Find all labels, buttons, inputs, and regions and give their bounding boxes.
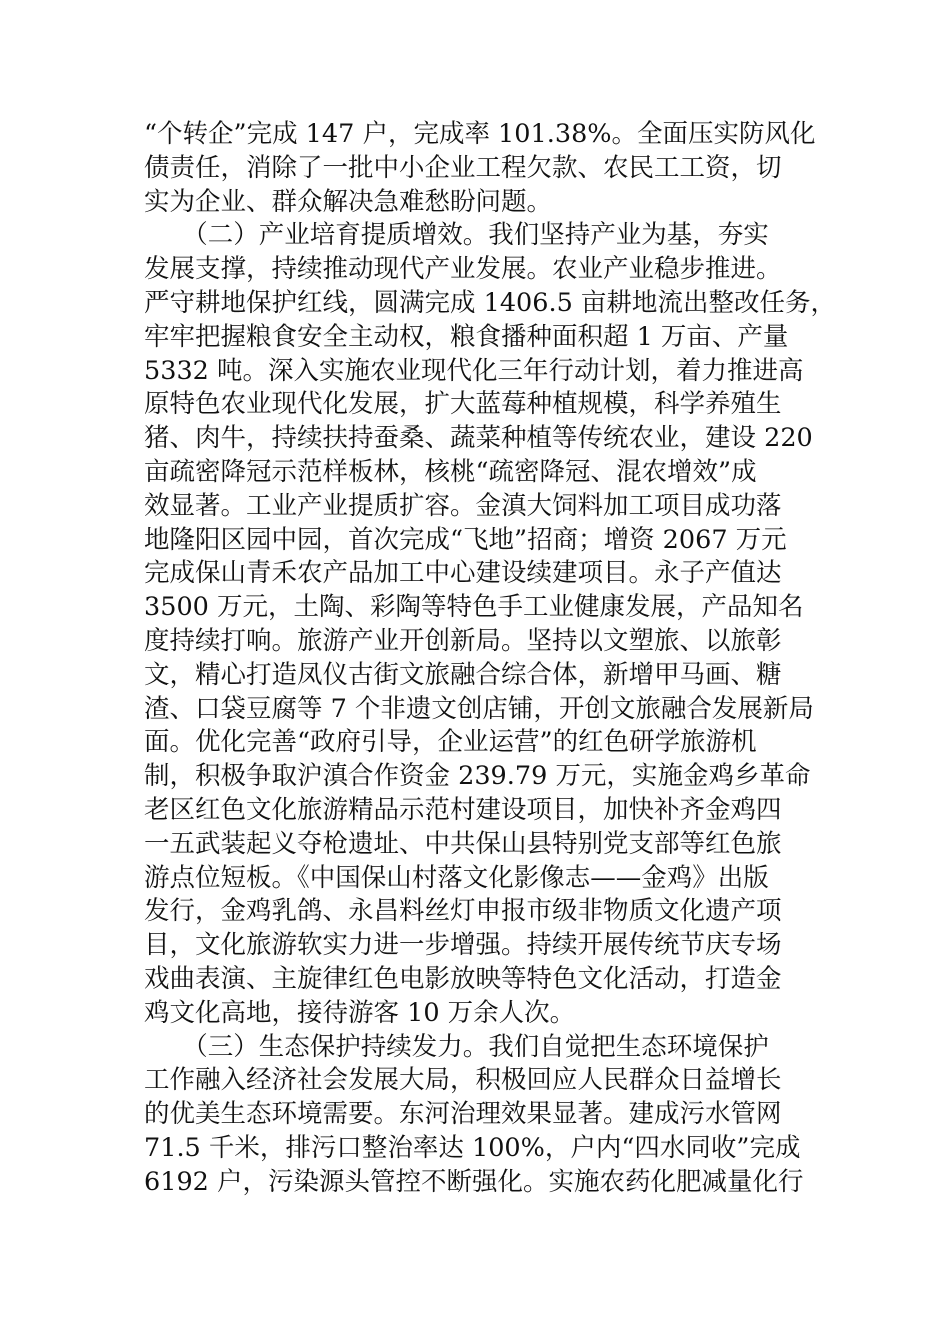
text-line: 度持续打响。旅游产业开创新局。坚持以文塑旅、以旅彰 xyxy=(144,625,782,656)
text-line: （二）产业培育提质增效。我们坚持产业为基，夯实 xyxy=(144,220,769,251)
text-line: 渣、口袋豆腐等 7 个非遗文创店铺，开创文旅融合发展新局 xyxy=(144,693,814,724)
text-line: 鸡文化高地，接待游客 10 万余人次。 xyxy=(144,997,576,1028)
text-line: 3500 万元，土陶、彩陶等特色手工业健康发展，产品知名 xyxy=(144,592,804,623)
text-line: 5332 吨。深入实施农业现代化三年行动计划，着力推进高 xyxy=(144,355,804,386)
text-line: 猪、肉牛，持续扶持蚕桑、蔬菜种植等传统农业，建设 220 xyxy=(144,423,813,454)
text-line: 债责任，消除了一批中小企业工程欠款、农民工工资，切 xyxy=(144,152,782,183)
text-line: 完成保山青禾农产品加工中心建设续建项目。永子产值达 xyxy=(144,558,782,589)
text-line: “个转企”完成 147 户，完成率 101.38%。全面压实防风化 xyxy=(144,119,816,149)
text-line: 游点位短板。《中国保山村落文化影像志——金鸡》出版 xyxy=(144,862,769,893)
text-line: 目，文化旅游软实力进一步增强。持续开展传统节庆专场 xyxy=(144,930,782,961)
text-line: 发展支撑，持续推动现代产业发展。农业产业稳步推进。 xyxy=(144,254,782,285)
text-line: 戏曲表演、主旋律红色电影放映等特色文化活动，打造金 xyxy=(144,963,782,994)
text-line: 71.5 千米，排污口整治率达 100%，户内“四水同收”完成 xyxy=(144,1132,801,1163)
document-body xyxy=(144,118,844,1200)
text-line: 6192 户，污染源头管控不断强化。实施农药化肥减量化行 xyxy=(144,1166,804,1197)
text-line: 工作融入经济社会发展大局，积极回应人民群众日益增长 xyxy=(144,1065,782,1096)
text-line: 的优美生态环境需要。东河治理效果显著。建成污水管网 xyxy=(144,1099,782,1130)
text-line: 地隆阳区园中园，首次完成“飞地”招商；增资 2067 万元 xyxy=(144,524,787,555)
text-line: 实为企业、群众解决急难愁盼问题。 xyxy=(144,186,553,217)
text-line: 牢牢把握粮食安全主动权，粮食播种面积超 1 万亩、产量 xyxy=(144,321,789,352)
text-line: 发行，金鸡乳鸽、永昌料丝灯申报市级非物质文化遗产项 xyxy=(144,896,782,927)
text-line: 严守耕地保护红线，圆满完成 1406.5 亩耕地流出整改任务， xyxy=(144,287,836,318)
text-line: 制，积极争取沪滇合作资金 239.79 万元，实施金鸡乡革命 xyxy=(144,761,811,792)
text-line: 文，精心打造凤仪古街文旅融合综合体，新增甲马画、糖 xyxy=(144,659,782,690)
text-line: （三）生态保护持续发力。我们自觉把生态环境保护 xyxy=(144,1031,769,1062)
text-line: 一五武装起义夺枪遗址、中共保山县特别党支部等红色旅 xyxy=(144,828,782,859)
text-line: 面。优化完善“政府引导，企业运营”的红色研学旅游机 xyxy=(144,727,757,758)
text-line: 老区红色文化旅游精品示范村建设项目，加快补齐金鸡四 xyxy=(144,794,782,825)
text-line: 效显著。工业产业提质扩容。金滇大饲料加工项目成功落 xyxy=(144,490,782,521)
text-line: 原特色农业现代化发展，扩大蓝莓种植规模，科学养殖生 xyxy=(144,389,782,420)
text-line: 亩疏密降冠示范样板林，核桃“疏密降冠、混农增效”成 xyxy=(144,456,757,487)
